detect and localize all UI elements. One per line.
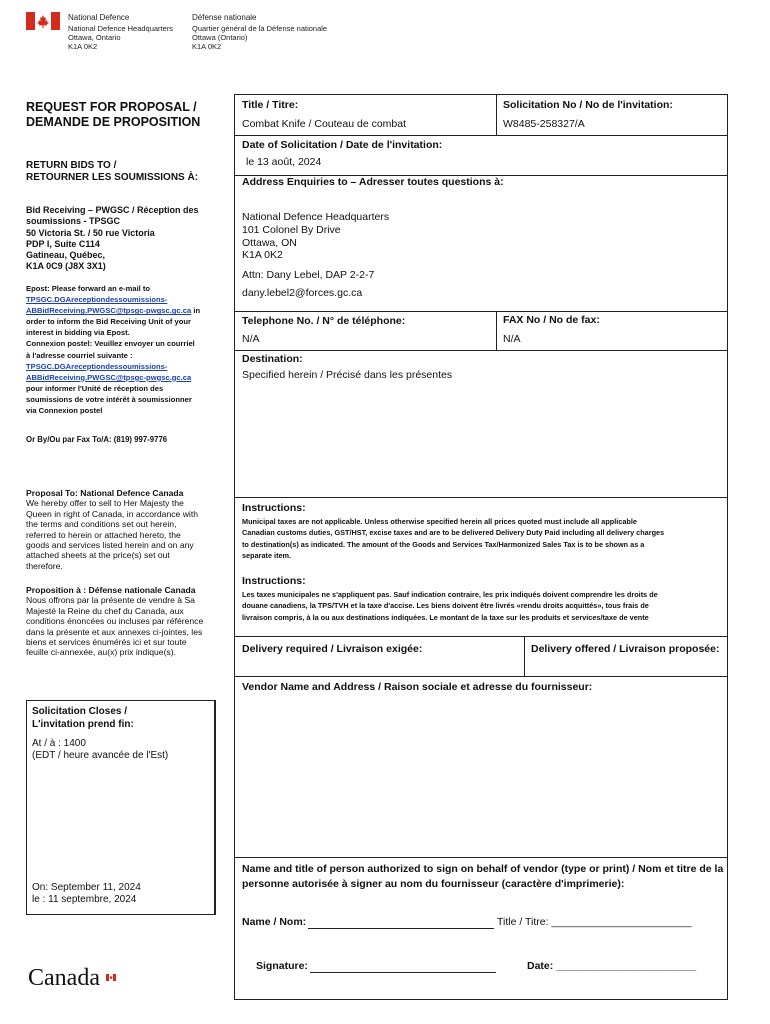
header-en-dept: National Defence	[68, 13, 130, 22]
solicitation-no-value: W8485-258327/A	[503, 118, 585, 130]
wordmark-flag-icon	[106, 968, 116, 975]
proposal-line: therefore.	[26, 560, 63, 571]
epost-in: in	[191, 306, 201, 316]
address-line: 101 Colonel By Drive	[242, 223, 341, 236]
closes-date-line: le : 11 septembre, 2024	[32, 894, 137, 905]
closes-time-line: (EDT / heure avancée de l'Est)	[32, 750, 169, 761]
address-line: Gatineau, Québec,	[26, 250, 106, 261]
instructions-line: Les taxes municipales ne s'appliquent pas. Sauf indication contraire, les prix indiqués doivent comprendre les droits de	[242, 590, 658, 599]
name-input-line[interactable]	[308, 928, 494, 929]
instructions-line: douane canadiens, la TPS/TVH et la taxe d'accise. Les biens doivent être livrés «rendu droits acquittés», tous frais de	[242, 601, 649, 611]
return-bids	[26, 160, 198, 184]
proposal-fr	[26, 585, 221, 658]
rfp-title-line: REQUEST FOR PROPOSAL /	[26, 100, 197, 114]
closes-date-line: On: September 11, 2024	[32, 882, 141, 893]
signature-label: Signature:	[256, 960, 308, 972]
instructions-line: Municipal taxes are not applicable. Unless otherwise specified herein all prices quoted must include all applicable	[242, 517, 637, 526]
authorized-label	[242, 862, 723, 892]
epost-email-link[interactable]: TPSGC.DGAreceptiondessoumissions-	[26, 295, 168, 305]
address-line: Ottawa, ON	[242, 236, 297, 249]
address-line: K1A 0C9 (J8X 3X1)	[26, 261, 106, 272]
connexion-email-link[interactable]: ABBidReceiving.PWGSC@tpsgc-pwgsc.gc.ca	[26, 372, 192, 382]
destination-value: Specified herein / Précisé dans les présentes	[242, 369, 453, 381]
signature-input-line[interactable]	[310, 972, 496, 973]
delivery-offered-label[interactable]: Delivery offered / Livraison proposée:	[531, 643, 720, 655]
destination-label: Destination:	[242, 353, 303, 365]
date-label: Date of Solicitation / Date de l'invitation:	[242, 139, 443, 151]
epost-line: interest in bidding via Epost.	[26, 328, 130, 338]
instructions-line: to destination(s) as indicated. The amount of the Goods and Services Tax/Harmonized Sales Tax is to be shown as a	[242, 539, 645, 549]
instructions-line: separate item.	[242, 551, 292, 561]
vendor-label[interactable]: Vendor Name and Address / Raison sociale et adresse du fournisseur:	[242, 681, 593, 693]
canada-wordmark	[28, 965, 100, 992]
delivery-required-label[interactable]: Delivery required / Livraison exigée:	[242, 643, 423, 655]
canada-flag	[26, 12, 60, 30]
proposal-line: referred to herein or attached hereto, the	[26, 529, 181, 540]
header-en-line: K1A 0K2	[68, 42, 98, 51]
return-bids-line: RETOURNER LES SOUMISSIONS À:	[26, 172, 199, 183]
proposal-line: Queen in right of Canada, in accordance with	[26, 508, 198, 519]
title-value: Combat Knife / Couteau de combat	[242, 118, 407, 130]
epost-intro: Epost: Please forward an e-mail to	[26, 284, 151, 293]
epost-line: soumissions de votre intérêt à soumissionner	[26, 394, 192, 404]
proposal-line: attached sheets at the price(s) set out	[26, 550, 170, 561]
proposal-fr-title: Proposition à : Défense nationale Canada	[26, 585, 196, 595]
instructions-line: Canadian customs duties, GST/HST, excise taxes and are to be delivered Delivery Duty Paid including all delivery charges	[242, 528, 665, 538]
epost-line: à l'adresse courriel suivante :	[26, 350, 133, 360]
authorized-line: Name and title of person authorized to sign on behalf of vendor (type or print) / Nom et titre de la	[242, 863, 724, 875]
epost-line: order to inform the Bid Receiving Unit of your	[26, 317, 191, 327]
address-line: Bid Receiving – PWGSC / Réception des	[26, 205, 199, 215]
proposal-en-title: Proposal To: National Defence Canada	[26, 488, 184, 498]
bid-receiving-address	[26, 205, 199, 273]
header-fr-line: Quartier général de la Défense nationale	[192, 24, 328, 33]
solicitation-no-label: Solicitation No / No de l'invitation:	[503, 99, 673, 111]
closes-time	[32, 738, 168, 762]
closes-date	[32, 882, 141, 906]
attn-line: Attn: Dany Lebel, DAP 2-2-7	[242, 269, 375, 281]
closes-time-line: At / à : 1400	[32, 738, 86, 749]
rfp-title	[26, 100, 200, 130]
epost-instructions	[26, 283, 216, 416]
proposal-line: the terms and conditions set out herein,	[26, 519, 177, 530]
header-fr	[192, 13, 327, 51]
name-label: Name / Nom:	[242, 916, 307, 928]
header-fr-line: Ottawa (Ontario)	[192, 33, 248, 42]
date-field[interactable]: Date: ________________________	[527, 960, 697, 972]
closes-title	[32, 705, 134, 731]
epost-line: pour informer l'Unité de réception des	[26, 383, 164, 393]
wordmark-text: Canada	[28, 965, 100, 991]
rfp-title-line: DEMANDE DE PROPOSITION	[26, 115, 201, 129]
header-fr-line: K1A 0K2	[192, 42, 222, 51]
proposal-line: goods and services listed herein and on any	[26, 540, 194, 551]
address-line: PDP I, Suite C114	[26, 238, 100, 249]
title-field[interactable]: Title / Titre: ________________________	[497, 916, 692, 928]
header-en-line: National Defence Headquarters	[68, 24, 174, 33]
proposal-line: dans la présente et aux annexes ci-jointes, les	[26, 626, 203, 637]
epost-line: Connexion postel: Veuillez envoyer un courriel	[26, 339, 195, 349]
fax-line: Or By/Ou par Fax To/A: (819) 997-9776	[26, 435, 168, 444]
header-fr-dept: Défense nationale	[192, 13, 257, 22]
fax-value: N/A	[503, 333, 521, 345]
address-line: 50 Victoria St. / 50 rue Victoria	[26, 227, 155, 238]
proposal-line: We hereby offer to sell to Her Majesty the	[26, 498, 184, 509]
proposal-line: Nous offrons par la présente de vendre à Sa	[26, 595, 195, 606]
epost-line: via Connexion postel	[26, 406, 103, 416]
instructions-en-text	[242, 516, 722, 562]
proposal-en	[26, 488, 221, 571]
fax-label: FAX No / No de fax:	[503, 314, 600, 326]
authorized-line: personne autorisée à signer au nom du fournisseur (caractère d'imprimerie):	[242, 878, 625, 890]
epost-email-link[interactable]: ABBidReceiving.PWGSC@tpsgc-pwgsc.gc.ca	[26, 306, 192, 316]
instructions-en-label: Instructions:	[242, 502, 306, 514]
address-label: Address Enquiries to – Adresser toutes questions à:	[242, 176, 504, 188]
address-line: K1A 0K2	[242, 249, 283, 262]
contact-email[interactable]: dany.lebel2@forces.gc.ca	[242, 287, 363, 299]
proposal-line: biens et services énumérés ici et sur toute	[26, 637, 187, 648]
instructions-fr-text	[242, 589, 722, 623]
proposal-line: conditions énoncées ou incluses par référence	[26, 616, 204, 627]
header-en-line: Ottawa, Ontario	[68, 33, 121, 42]
header-en	[68, 13, 173, 51]
title-label: Title / Titre:	[242, 99, 299, 111]
address-line: soumissions - TPSGC	[26, 216, 121, 227]
enquiries-address	[242, 211, 389, 262]
telephone-value: N/A	[242, 333, 260, 345]
address-line: National Defence Headquarters	[242, 211, 390, 223]
closes-title-line: Solicitation Closes /	[32, 706, 128, 717]
proposal-line: feuille ci-annexée, au(x) prix indique(s).	[26, 647, 176, 658]
telephone-label: Telephone No. / N° de téléphone:	[242, 315, 406, 327]
closes-title-line: L'invitation prend fin:	[32, 719, 134, 730]
return-bids-line: RETURN BIDS TO /	[26, 160, 117, 171]
connexion-email-link[interactable]: TPSGC.DGAreceptiondessoumissions-	[26, 361, 168, 371]
proposal-line: Majesté la Reine du chef du Canada, aux	[26, 605, 184, 616]
date-value: le 13 août, 2024	[246, 156, 322, 168]
instructions-line: livraison compris, à la ou aux destinations indiquées. Le montant de la taxe sur les produits et services/taxe de vente	[242, 612, 649, 622]
instructions-fr-label: Instructions:	[242, 575, 306, 587]
